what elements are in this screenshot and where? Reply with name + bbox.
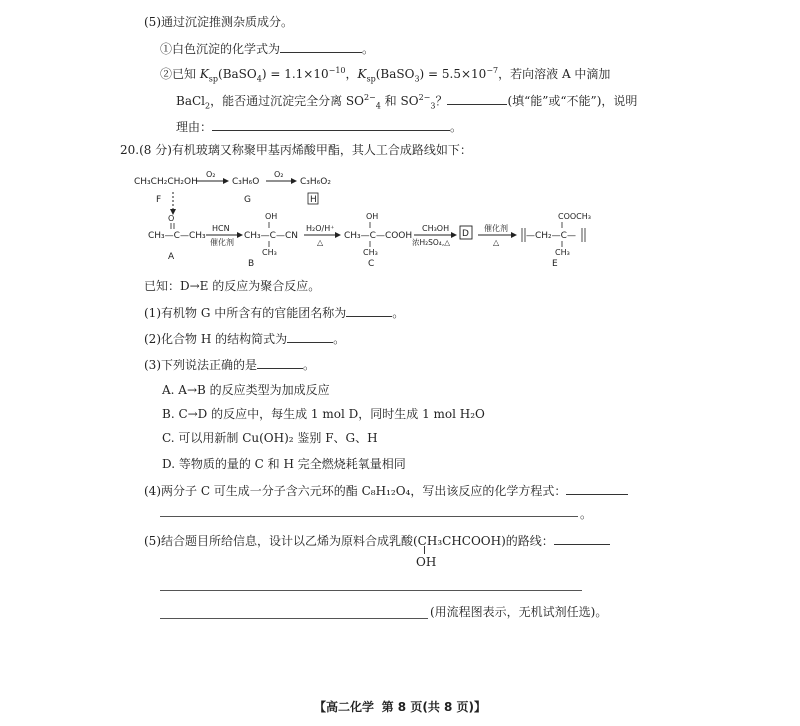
label-F: F	[156, 195, 162, 205]
B-OH: OH	[265, 212, 278, 221]
part5-tail: (用流程图表示，无机试剂任选)。	[430, 605, 608, 619]
label-H: H	[310, 195, 317, 205]
A-oxygen: O	[168, 214, 175, 223]
baso3-sub: 3	[414, 74, 420, 84]
q19-part5-heading: (5)通过沉淀推测杂质成分。	[144, 15, 293, 29]
option-C: C. 可以用新制 Cu(OH)₂ 鉴别 F、G、H	[162, 431, 378, 445]
period: 。	[580, 507, 593, 521]
option-B: B. C→D 的反应中，每生成 1 mol D，同时生成 1 mol H₂O	[162, 407, 485, 421]
q19-sub1-text: ①白色沉淀的化学式为	[160, 42, 281, 56]
bacl2: BaCl	[176, 94, 205, 108]
sub2-prefix: ②已知	[160, 67, 200, 81]
compound-H: C₃H₆O₂	[300, 177, 331, 187]
E-COOCH3: COOCH₃	[558, 212, 591, 221]
eq1: ) = 1.1×10	[261, 67, 329, 81]
q20-part1	[144, 304, 404, 321]
baso4-text: (BaSO	[218, 67, 257, 81]
part2-text: (2)化合物 H 的结构简式为	[144, 332, 288, 346]
footer-page: 第 8 页(共 8 页)】	[381, 700, 487, 714]
q19-sub2-line2	[176, 92, 637, 109]
answer-blank[interactable]	[554, 532, 610, 545]
option-A: A. A→B 的反应类型为加成反应	[162, 383, 330, 397]
eq2: ) = 5.5×10	[419, 67, 487, 81]
so3-sub: 3	[430, 101, 436, 111]
synthesis-scheme	[128, 162, 598, 272]
q20-known: 已知：D→E 的反应为聚合反应。	[144, 279, 321, 293]
C-OH: OH	[366, 212, 379, 221]
baso3-text: (BaSO	[375, 67, 415, 81]
period: 。	[333, 332, 346, 346]
answer-blank[interactable]	[280, 40, 362, 53]
reagent-h2o: H₂O/H⁺	[306, 224, 335, 233]
period: 。	[392, 306, 405, 320]
so4-sub: 4	[375, 101, 381, 111]
ksp-symbol: K	[199, 67, 209, 81]
line2-and: 和 SO	[380, 94, 419, 108]
period: 。	[362, 42, 375, 56]
q19-sub2-line1	[160, 66, 610, 82]
compound-B: CH₃—C—CN	[244, 231, 298, 241]
comma: ，	[345, 67, 358, 81]
compound-F: CH₃CH₂CH₂OH	[134, 177, 198, 187]
line2-hint: (填“能”或“不能”)，说明	[507, 94, 638, 108]
answer-blank[interactable]	[212, 118, 450, 131]
footer-subject: 【高二化学	[313, 700, 374, 714]
q20-part4	[144, 482, 628, 499]
q19-sub2-reason	[176, 118, 462, 135]
compound-G: C₃H₆O	[232, 177, 260, 187]
B-CH3: CH₃	[262, 248, 277, 257]
answer-blank[interactable]	[447, 92, 507, 105]
part4-text: (4)两分子 C 可生成一分子含六元环的酯 C₈H₁₂O₄，写出该反应的化学方程式：	[144, 484, 567, 498]
q19-sub1	[160, 40, 374, 57]
reagent-cat2: 催化剂	[484, 224, 508, 233]
answer-blank[interactable]	[346, 304, 392, 317]
reagent-heat-2: △	[493, 238, 500, 247]
reagent-heat-1: △	[317, 238, 324, 247]
answer-line-p4[interactable]	[160, 516, 578, 517]
option-D: D. 等物质的量的 C 和 H 完全燃烧耗氧量相同	[162, 457, 406, 471]
reagent-h2so4: 浓H₂SO₄,△	[412, 238, 450, 247]
lactic-acid-bond	[424, 546, 425, 554]
bacl2-sub: 2	[205, 101, 211, 111]
question-mark: ？	[435, 94, 448, 108]
label-C: C	[368, 259, 375, 269]
reagent-ch3oh: CH₃OH	[422, 224, 450, 233]
reagent-hcn: HCN	[212, 224, 230, 233]
exp1: −10	[328, 66, 346, 75]
baso4-sub: 4	[256, 74, 262, 84]
ksp-sub: sp	[366, 74, 376, 84]
E-CH3: CH₃	[555, 248, 570, 257]
ksp-symbol: K	[357, 67, 367, 81]
sub2-tail: ，若向溶液 A 中滴加	[498, 67, 611, 81]
label-G: G	[244, 195, 251, 205]
part5-text: (5)结合题目所给信息，设计以乙烯为原料合成乳酸(CH₃CHCOOH)的路线：	[144, 534, 554, 548]
compound-D: D	[462, 229, 469, 239]
part3-text: (3)下列说法正确的是	[144, 358, 257, 372]
answer-blank[interactable]	[257, 356, 303, 369]
compound-E: —CH₂—C—	[526, 231, 576, 241]
page-footer	[0, 698, 800, 715]
period: 。	[450, 120, 463, 134]
compound-C: CH₃—C—COOH	[344, 231, 413, 241]
answer-line-p5-1[interactable]	[160, 590, 582, 591]
q20-part2	[144, 330, 345, 347]
label-B: B	[248, 259, 255, 269]
compound-A: CH₃—C—CH₃	[148, 231, 206, 241]
reason-label: 理由：	[176, 120, 213, 134]
label-E: E	[552, 259, 558, 269]
label-A: A	[168, 252, 175, 262]
q20-part3	[144, 356, 315, 373]
line2-text: ，能否通过沉淀完全分离 SO	[210, 94, 364, 108]
period: 。	[303, 358, 316, 372]
lactic-acid-oh: OH	[416, 555, 437, 569]
C-CH3: CH₃	[363, 248, 378, 257]
answer-blank[interactable]	[566, 482, 628, 495]
exp2: −7	[486, 66, 499, 75]
so3-sup: 2−	[418, 93, 431, 102]
answer-blank[interactable]	[287, 330, 333, 343]
reagent-o2-2: O₂	[274, 170, 284, 179]
q20-heading: 20.(8 分)有机玻璃又称聚甲基丙烯酸甲酯，其人工合成路线如下：	[120, 143, 472, 157]
reagent-cat1: 催化剂	[210, 238, 234, 247]
ksp-sub: sp	[208, 74, 219, 84]
q20-part5	[144, 532, 610, 549]
so4-sup: 2−	[363, 93, 376, 102]
answer-line-p5-2[interactable]	[160, 618, 428, 619]
reagent-o2-1: O₂	[206, 170, 216, 179]
part1-text: (1)有机物 G 中所含有的官能团名称为	[144, 306, 347, 320]
